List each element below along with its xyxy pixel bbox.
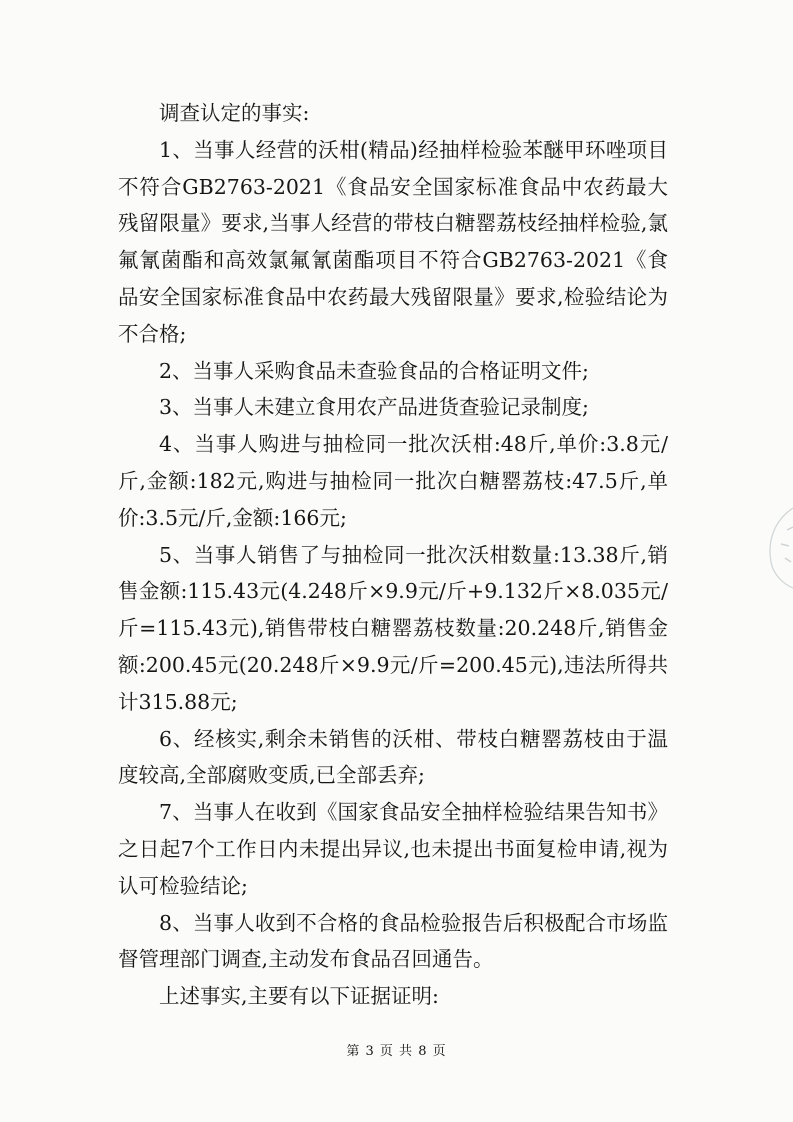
evidence-intro: 上述事实,主要有以下证据证明: [159, 984, 439, 1009]
page-footer: 第 3 页 共 8 页 [346, 1044, 447, 1059]
paragraph-3: 3、当事人未建立食用农产品进货查验记录制度; [159, 395, 589, 420]
paragraph-1: 1、当事人经营的沃柑(精品)经抽样检验苯醚甲环唑项目不符合GB2763-2021《食品安全国家标准食品中农药最大残留限量》要求,当事人经营的带枝白糖罂荔枝经抽样检验,氯氟氰菌酯和高效氯氟氰菌酯项目不符合GB2763-2021《食品安全国家标准食品中农药最大残留限量》要求,检验结论为不合格; [118, 137, 668, 346]
document-body [118, 95, 668, 1015]
paragraph-4: 4、当事人购进与抽检同一批次沃柑:48斤,单价:3.8元/斤,金额:182元,购进与抽检同一批次白糖罂荔枝:47.5斤,单价:3.5元/斤,金额:166元; [118, 432, 668, 530]
seal-edge-mark [757, 500, 793, 590]
section-heading: 调查认定的事实: [159, 101, 310, 125]
paragraph-7: 7、当事人在收到《国家食品安全抽样检验结果告知书》之日起7个工作日内未提出异议,也未提出书面复检申请,视为认可检验结论; [118, 800, 668, 898]
paragraph-2: 2、当事人采购食品未查验食品的合格证明文件; [159, 358, 589, 383]
paragraph-5: 5、当事人销售了与抽检同一批次沃柑数量:13.38斤,销售金额:115.43元(4.248斤×9.9元/斤+9.132斤×8.035元/斤=115.43元),销售带枝白糖罂荔枝数量:20.248斤,销售金额:200.45元(20.248斤×9.9元/斤=200.45元),违法所得共计315.88元; [118, 542, 668, 714]
paragraph-6: 6、经核实,剩余未销售的沃柑、带枝白糖罂荔枝由于温度较高,全部腐败变质,已全部丢弃; [118, 726, 668, 788]
paragraph-8: 8、当事人收到不合格的食品检验报告后积极配合市场监督管理部门调查,主动发布食品召回通告。 [118, 910, 668, 972]
